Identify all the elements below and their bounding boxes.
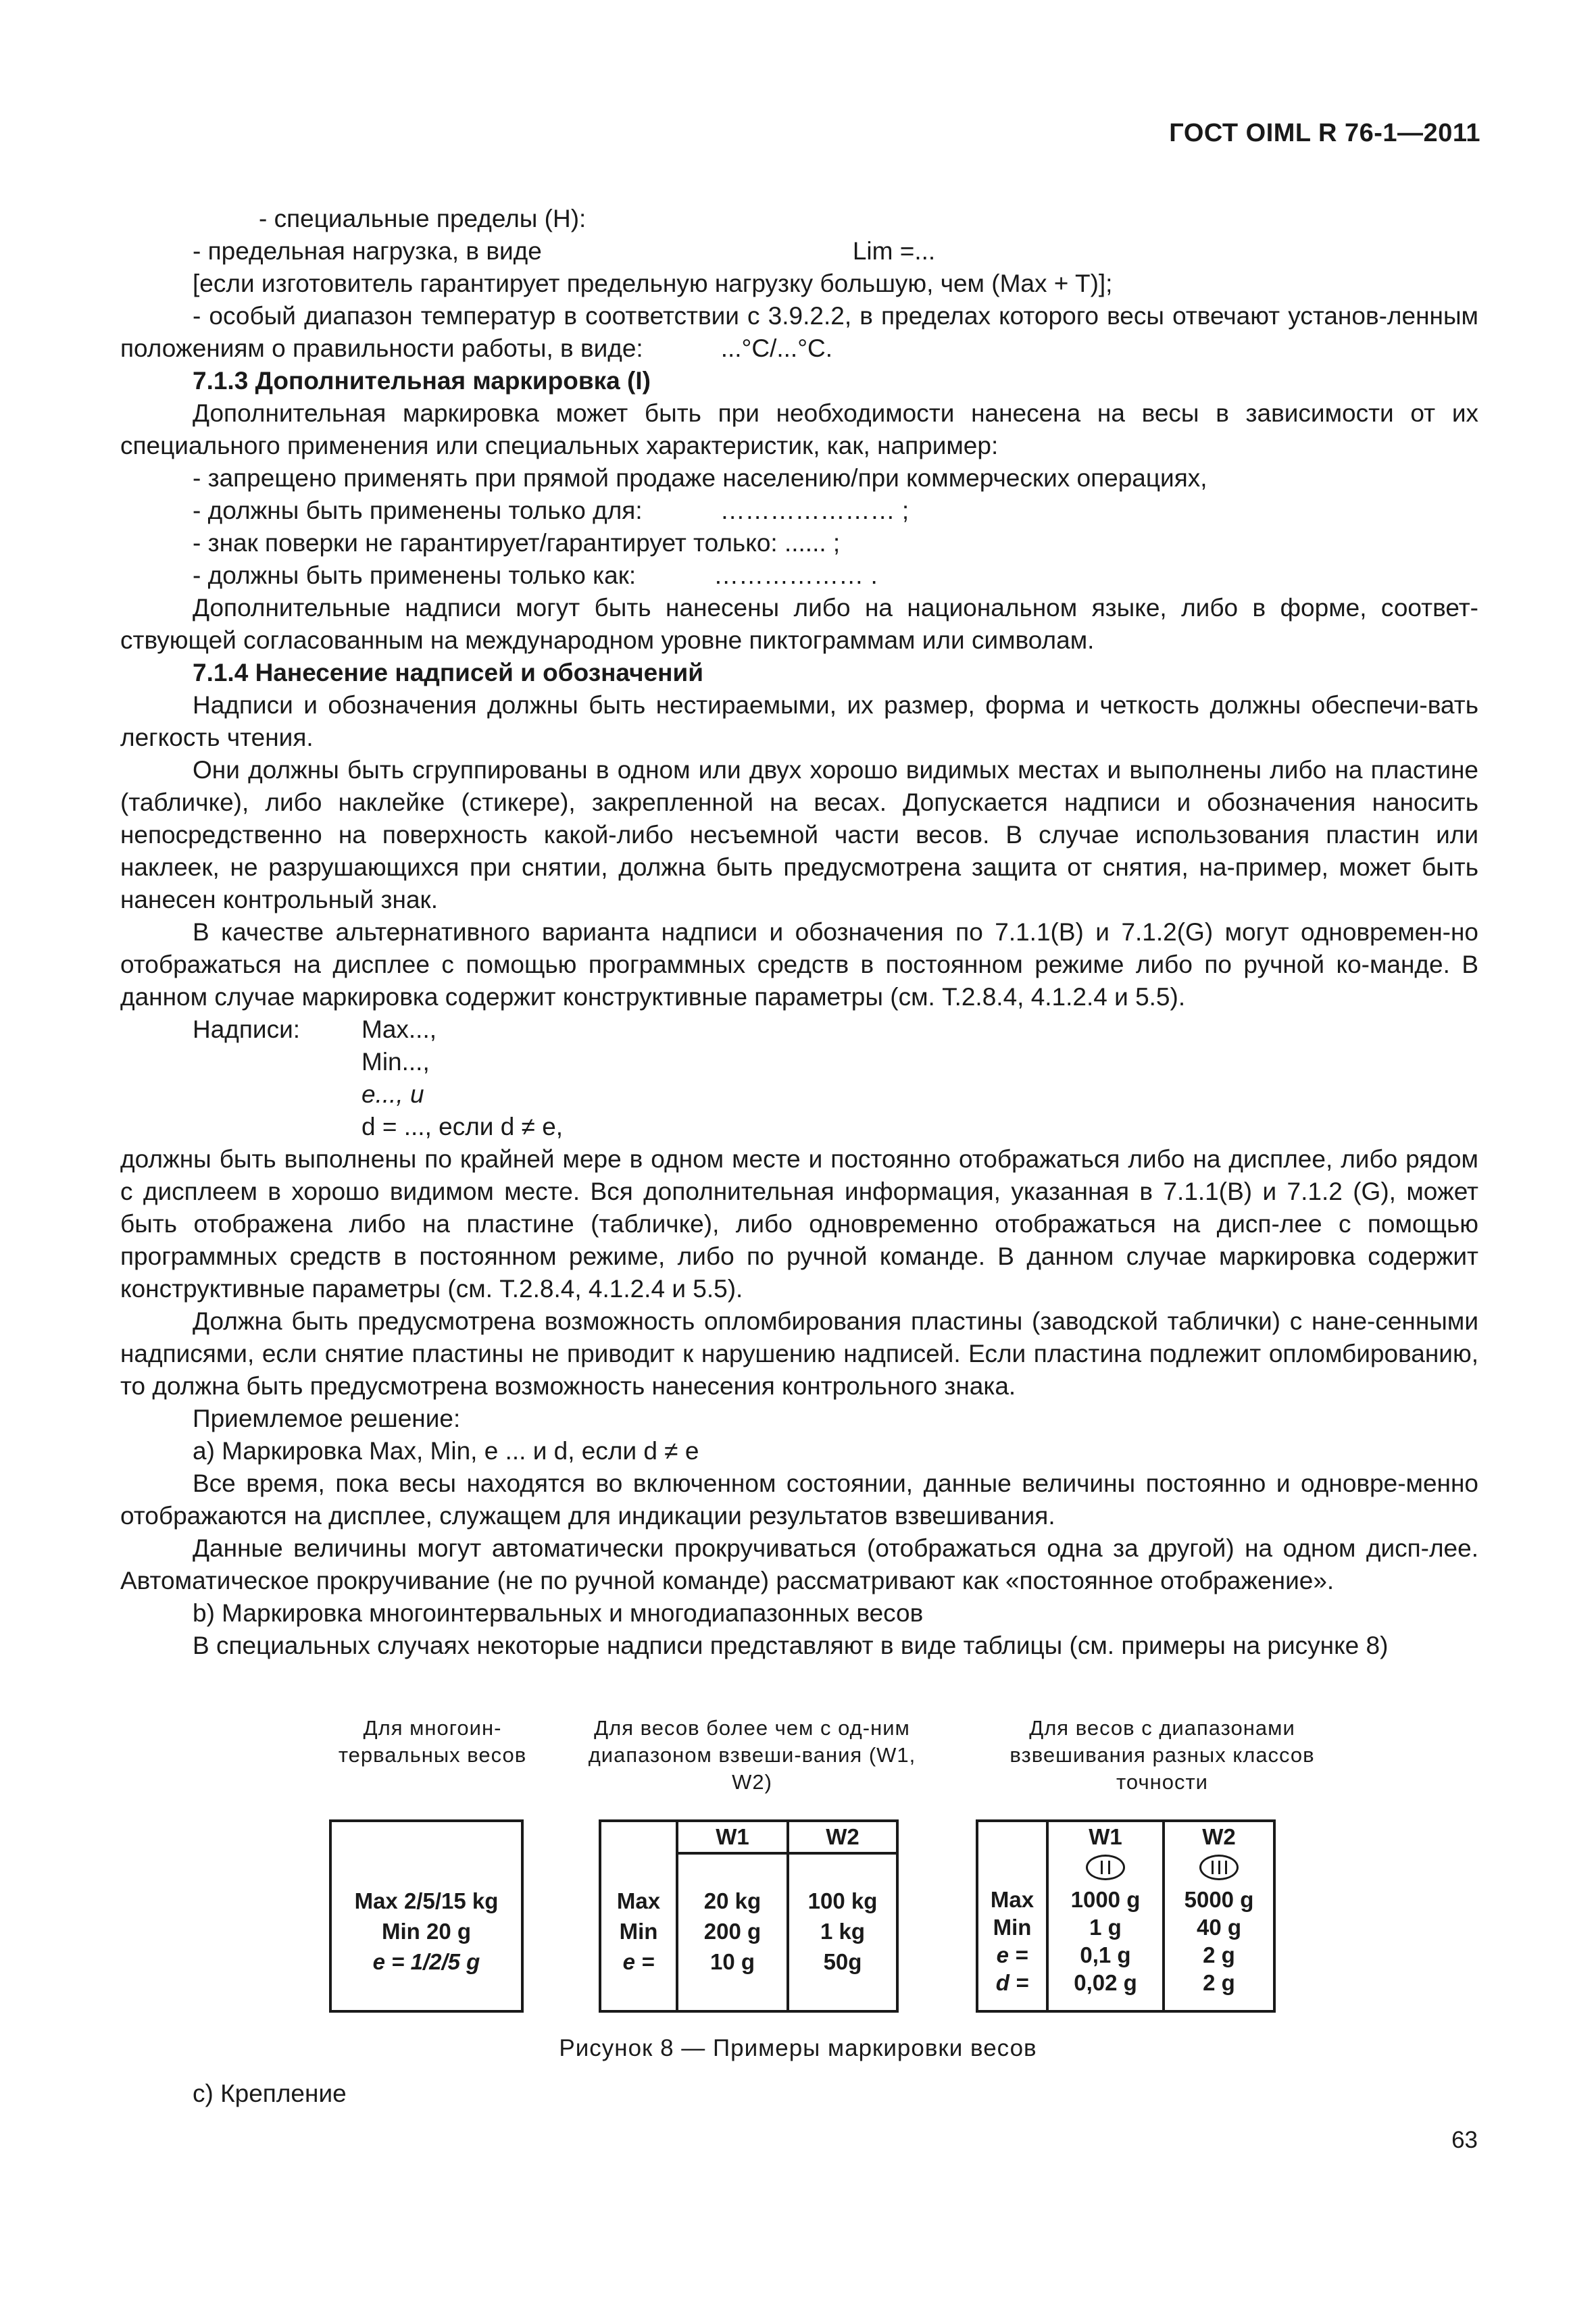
- line-special-limits: - специальные пределы (Н):: [259, 205, 587, 232]
- marking-table-multi-interval: [329, 1819, 524, 2013]
- t3-w2-d: 2 g: [1203, 1970, 1235, 1995]
- accuracy-class-ii-icon: [1086, 1855, 1125, 1880]
- paragraph-indelible: Надписи и обозначения должны быть нестираемыми, их размер, форма и четкость должны обеспечи-вать легкость чтения.: [120, 691, 1478, 751]
- t2-label-min: Min: [619, 1919, 658, 1944]
- paragraph-additional-marking: Дополнительная маркировка может быть при необходимости нанесена на весы в зависимости от их специального применения или специальных характеристик, как, например:: [120, 399, 1478, 459]
- inscription-d: d = ..., если d ≠ e,: [361, 1113, 564, 1140]
- t2-w1-min: 200 g: [703, 1919, 762, 1944]
- t2-label-e: e =: [622, 1949, 655, 1974]
- inscription-max: Max...,: [361, 1015, 437, 1043]
- bullet-only-as-dots: ……………… .: [714, 561, 878, 589]
- t3-w1-max: 1000 g: [1070, 1887, 1141, 1912]
- temperature-value: ...°C/...°C.: [720, 334, 832, 362]
- paragraph-special-cases: В специальных случаях некоторые надписи представляют в виде таблицы (см. примеры на рисунке 8): [193, 1632, 1389, 1659]
- t2-w1-max: 20 kg: [703, 1888, 762, 1913]
- t3-header-w2: W2: [1202, 1824, 1236, 1849]
- t3-w1-e: 0,1 g: [1080, 1942, 1131, 1967]
- paragraph-scrolling: Данные величины могут автоматически прокручиваться (отображаться одна за другой) на одном дисп-лее. Автоматическое прокручивание (не по ручной команде) рассматривают как «постоянное отображение».: [120, 1534, 1478, 1594]
- t2-w2-min: 1 kg: [820, 1919, 866, 1944]
- marking-table-accuracy-classes: [976, 1819, 1276, 2013]
- figure-caption-accuracy-classes: Для весов с диапазонами взвешивания разных классов точности: [1009, 1716, 1315, 1794]
- t2-header-w1: W1: [716, 1824, 749, 1849]
- t2-w1-e: 10 g: [709, 1949, 755, 1974]
- bullet-verification-mark: - знак поверки не гарантирует/гарантирует только: ...... ;: [193, 529, 841, 557]
- paragraph-additional-inscriptions: Дополнительные надписи могут быть нанесены либо на национальном языке, либо в форме, соответ-ствующей согласованным на международном уровне пиктограммам или символам.: [120, 594, 1478, 654]
- next-item-fastening: с) Крепление: [193, 2080, 347, 2107]
- t1-min: Min 20 g: [381, 1919, 472, 1944]
- paragraph-powered-on: Все время, пока весы находятся во включенном состоянии, данные величины постоянно и одновре-менно отображаются на дисплее, служащем для индикации результатов взвешивания.: [120, 1469, 1478, 1530]
- line-temperature: - особый диапазон температур в соответствии с 3.9.2.2, в пределах которого весы отвечают установ-ленным положениям о правильности работы, в виде:: [120, 302, 1478, 362]
- bullet-only-for-dots: ………………… ;: [720, 497, 909, 524]
- t3-label-max: Max: [990, 1887, 1034, 1912]
- heading-7-1-4: 7.1.4 Нанесение надписей и обозначений: [193, 659, 703, 686]
- heading-7-1-3: 7.1.3 Дополнительная маркировка (I): [193, 367, 651, 395]
- line-limit-load: - предельная нагрузка, в виде: [193, 237, 542, 265]
- inscription-e: e..., и: [361, 1080, 424, 1108]
- paragraph-alternative: В качестве альтернативного варианта надписи и обозначения по 7.1.1(B) и 7.1.2(G) могут одновремен-но отображаться на дисплее с помощью программных средств в постоянном режиме либо по ручной ко-манде. В данном случае маркировка содержит конструктивные параметры (см. Т.2.8.4, 4.1.2.4 и 5.5).: [120, 918, 1478, 1011]
- t3-w1-d: 0,02 g: [1074, 1970, 1137, 1995]
- bullet-prohibited: - запрещено применять при прямой продаже населению/при коммерческих операциях,: [193, 464, 1207, 492]
- body-text: [120, 203, 1478, 1662]
- accuracy-class-iii-icon: [1199, 1855, 1239, 1880]
- line-manufacturer: [если изготовитель гарантирует предельную нагрузку большую, чем (Max + T)];: [193, 270, 1113, 297]
- paragraph-display: должны быть выполнены по крайней мере в одном месте и постоянно отображаться либо на дисплее, либо рядом с дисплеем в хорошо видимом месте. Вся дополнительная информация, указанная в 7.1.1(B) и 7.1.2 (G), может быть отображена либо на пластине (табличке), либо одновременно отображаться на дисп-лее с помощью программных средств в постоянном режиме, либо по ручной команде. В данном случае маркировка содержит конструктивные параметры (см. Т.2.8.4, 4.1.2.4 и 5.5).: [120, 1145, 1478, 1303]
- t3-header-w1: W1: [1089, 1824, 1122, 1849]
- page-number: 63: [1451, 2127, 1478, 2153]
- t3-w2-min: 40 g: [1196, 1915, 1242, 1940]
- bullet-only-for: - должны быть применены только для:: [193, 497, 643, 524]
- figure-8-caption: Рисунок 8 — Примеры маркировки весов: [559, 2035, 1037, 2061]
- t2-w2-e: 50g: [823, 1949, 862, 1974]
- t2-header-w2: W2: [826, 1824, 859, 1849]
- paragraph-sealing: Должна быть предусмотрена возможность опломбирования пластины (заводской таблички) с нане-сенными надписями, если снятие пластины не приводит к нарушению надписей. Если пластина подлежит опломбированию, то должна быть предусмотрена возможность нанесения контрольного знака.: [120, 1307, 1478, 1400]
- inscriptions-list: [120, 1013, 1478, 1143]
- paragraph-item-a: а) Маркировка Max, Min, e ... и d, если d ≠ e: [193, 1437, 699, 1465]
- t1-e: e = 1/2/5 g: [372, 1949, 480, 1974]
- figure-caption-multi-range: Для весов более чем с од-ним диапазоном взвеши-вания (W1, W2): [588, 1716, 916, 1794]
- marking-table-multi-range: [599, 1819, 899, 2013]
- document-code-header: ГОСТ OIML R 76-1—2011: [1169, 119, 1480, 147]
- figure-caption-multi-interval: Для многоин-тервальных весов: [338, 1716, 527, 1767]
- t2-label-max: Max: [616, 1888, 661, 1913]
- t3-label-d: d =: [995, 1970, 1029, 1995]
- inscription-min: Min...,: [361, 1048, 430, 1076]
- inscriptions-label: Надписи:: [193, 1015, 301, 1043]
- t1-max: Max 2/5/15 kg: [354, 1888, 499, 1913]
- t2-w2-max: 100 kg: [807, 1888, 878, 1913]
- t3-w1-min: 1 g: [1089, 1915, 1122, 1940]
- paragraph-item-b: b) Маркировка многоинтервальных и многодиапазонных весов: [193, 1599, 924, 1627]
- t3-w2-max: 5000 g: [1184, 1887, 1254, 1912]
- t3-label-min: Min: [993, 1915, 1032, 1940]
- t3-label-e: e =: [996, 1942, 1028, 1967]
- paragraph-acceptable-solution: Приемлемое решение:: [193, 1405, 461, 1432]
- bullet-only-as: - должны быть применены только как:: [193, 561, 637, 589]
- paragraph-grouping: Они должны быть сгруппированы в одном или двух хорошо видимых местах и выполнены либо на пластине (табличке), либо наклейке (стикере), закрепленной на весах. Допускается надписи и обозначения наносить непосредственно на поверхность какой-либо несъемной части весов. В случае использования пластин или наклеек, не разрушающихся при снятии, должна быть предусмотрена защита от снятия, на-пример, может быть нанесен контрольный знак.: [120, 756, 1478, 913]
- lim-value: Lim =...: [852, 237, 936, 265]
- t3-w2-e: 2 g: [1203, 1942, 1235, 1967]
